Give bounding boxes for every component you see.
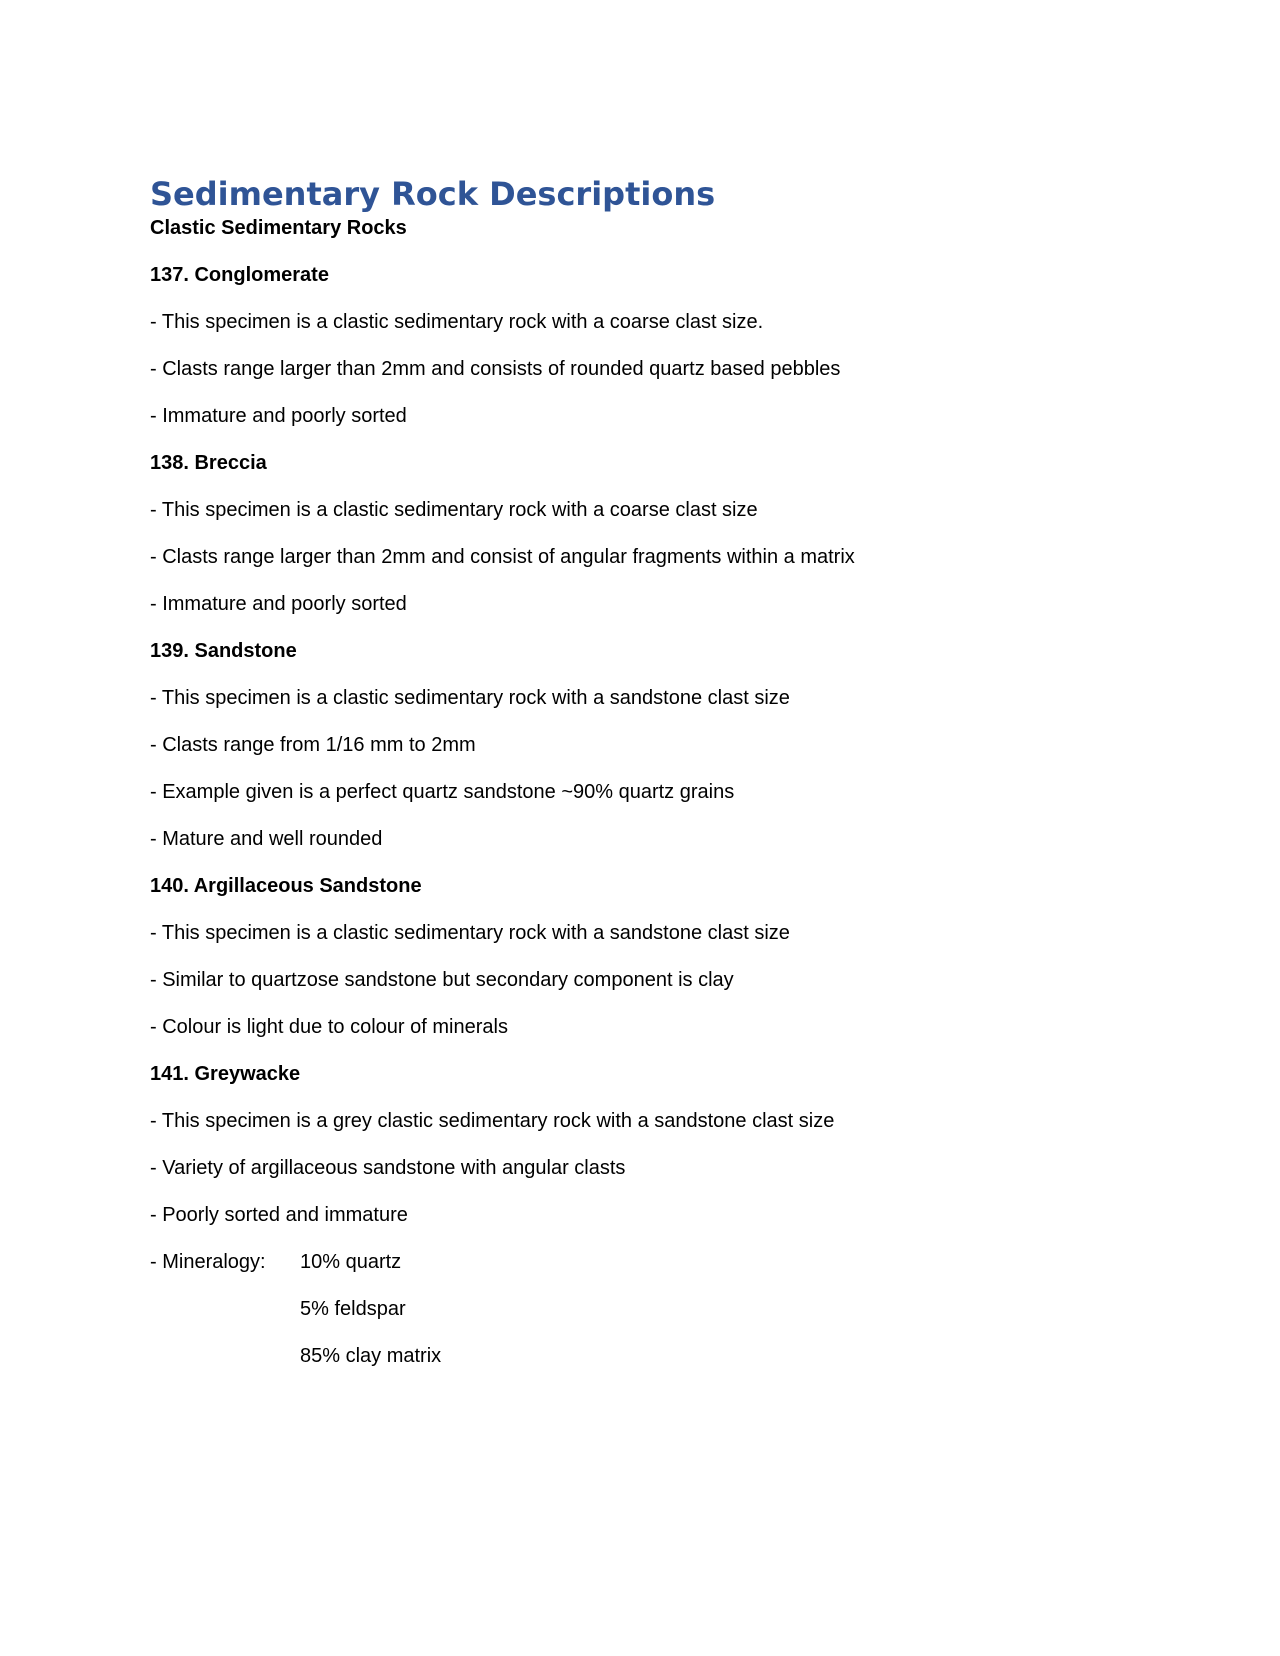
mineralogy-row [150,1297,1130,1321]
description-line: - Colour is light due to colour of minerals [150,1016,508,1038]
description-line: - Example given is a perfect quartz sandstone ~90% quartz grains [150,781,735,803]
description-line: - Poorly sorted and immature [150,1204,408,1226]
description-line: - This specimen is a grey clastic sedimentary rock with a sandstone clast size [150,1110,835,1132]
mineral-item: 5% feldspar [300,1298,406,1320]
description-line: - Clasts range from 1/16 mm to 2mm [150,734,476,756]
description-line: - Variety of argillaceous sandstone with angular clasts [150,1157,626,1179]
mineralogy-row [150,1250,1130,1274]
document-body [150,172,1130,1391]
description-line: - Similar to quartzose sandstone but secondary component is clay [150,969,734,991]
rock-heading-greywacke: 141. Greywacke [150,1063,301,1085]
rock-heading-sandstone: 139. Sandstone [150,640,297,662]
section-subtitle: Clastic Sedimentary Rocks [150,217,407,239]
description-line: - Mature and well rounded [150,828,383,850]
description-line: - This specimen is a clastic sedimentary rock with a coarse clast size [150,499,758,521]
description-line: - This specimen is a clastic sedimentary rock with a sandstone clast size [150,687,790,709]
description-line: - Immature and poorly sorted [150,405,407,427]
description-line: - This specimen is a clastic sedimentary rock with a coarse clast size. [150,311,764,333]
mineral-item: 85% clay matrix [300,1345,442,1367]
mineral-item: 10% quartz [300,1251,402,1273]
page-title: Sedimentary Rock Descriptions [150,175,716,213]
mineralogy-row [150,1344,1130,1368]
mineralogy-label-spacer [150,1344,300,1368]
rock-heading-breccia: 138. Breccia [150,452,267,474]
description-line: - Clasts range larger than 2mm and consist of angular fragments within a matrix [150,546,855,568]
description-line: - Immature and poorly sorted [150,593,407,615]
description-line: - This specimen is a clastic sedimentary rock with a sandstone clast size [150,922,790,944]
rock-heading-conglomerate: 137. Conglomerate [150,264,329,286]
description-line: - Clasts range larger than 2mm and consists of rounded quartz based pebbles [150,358,841,380]
rock-heading-argillaceous-sandstone: 140. Argillaceous Sandstone [150,875,422,897]
mineralogy-label-spacer [150,1297,300,1321]
mineralogy-label: - Mineralogy: [150,1251,266,1273]
